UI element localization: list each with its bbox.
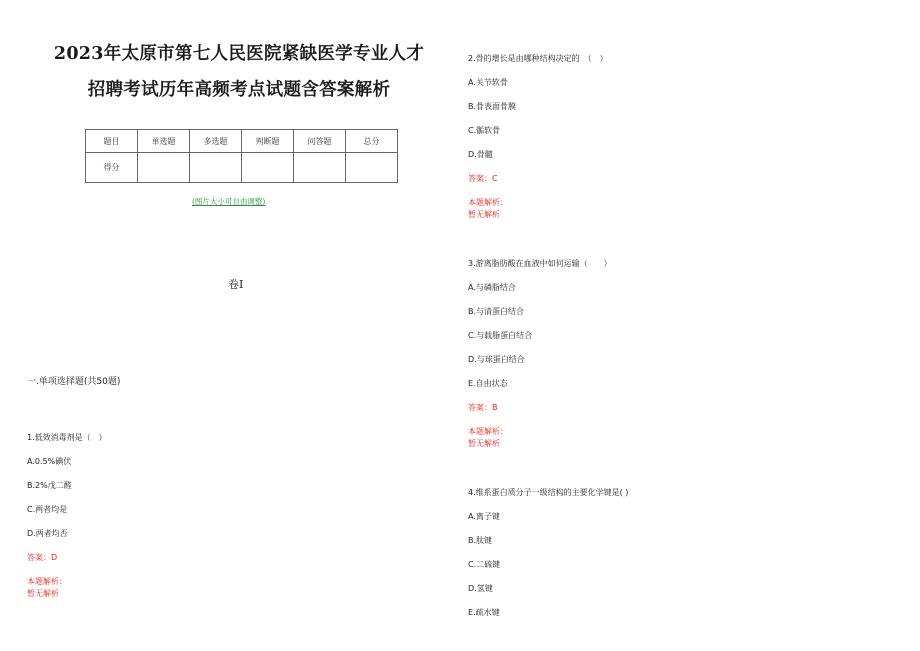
option: D.两者均否 bbox=[27, 529, 68, 538]
section-title: 一.单项选择题(共50题) bbox=[27, 377, 121, 387]
header-cell: 总分 bbox=[346, 130, 398, 153]
option: C.骺软骨 bbox=[468, 126, 501, 135]
volume-label: 卷Ⅰ bbox=[228, 278, 244, 291]
score-table bbox=[85, 129, 398, 183]
analysis-text: 暂无解析 bbox=[468, 439, 500, 448]
analysis-label: 本题解析： bbox=[468, 198, 508, 207]
analysis-text: 暂无解析 bbox=[27, 589, 59, 598]
score-cell[interactable] bbox=[294, 153, 346, 183]
question-stem: 4.维系蛋白质分子一级结构的主要化学键是( ) bbox=[468, 488, 629, 497]
option: A.与磷脂结合 bbox=[468, 283, 516, 292]
option: B.与清蛋白结合 bbox=[468, 307, 525, 316]
document-title bbox=[20, 36, 458, 108]
header-cell: 判断题 bbox=[242, 130, 294, 153]
right-column bbox=[468, 0, 920, 651]
answer: 答案：C bbox=[468, 174, 498, 183]
option: C.两者均是 bbox=[27, 505, 68, 514]
score-table-header-row bbox=[86, 130, 398, 153]
score-cell[interactable] bbox=[138, 153, 190, 183]
score-cell[interactable] bbox=[190, 153, 242, 183]
question-stem: 1.低效消毒剂是（ ） bbox=[27, 433, 107, 442]
option: D.骨髓 bbox=[468, 150, 493, 159]
row-label-cell: 得分 bbox=[86, 153, 138, 183]
header-cell: 问答题 bbox=[294, 130, 346, 153]
option: C.与载脂蛋白结合 bbox=[468, 331, 533, 340]
analysis-label: 本题解析： bbox=[468, 427, 508, 436]
score-cell[interactable] bbox=[242, 153, 294, 183]
option: D.氢键 bbox=[468, 584, 493, 593]
score-cell[interactable] bbox=[346, 153, 398, 183]
option: E.自由状态 bbox=[468, 379, 508, 388]
image-size-note: (图片大小可自由调整) bbox=[192, 197, 266, 206]
option: B.肽键 bbox=[468, 536, 493, 545]
analysis-text: 暂无解析 bbox=[468, 210, 500, 219]
header-cell: 多选题 bbox=[190, 130, 242, 153]
analysis-label: 本题解析： bbox=[27, 577, 67, 586]
question-stem: 2.骨的增长是由哪种结构决定的 （ ） bbox=[468, 54, 608, 63]
option: C.二硫键 bbox=[468, 560, 501, 569]
header-cell: 题目 bbox=[86, 130, 138, 153]
answer: 答案：D bbox=[27, 553, 58, 562]
answer: 答案：B bbox=[468, 403, 498, 412]
header-cell: 单选题 bbox=[138, 130, 190, 153]
option: B.骨表面骨膜 bbox=[468, 102, 517, 111]
option: E.疏水键 bbox=[468, 608, 500, 617]
option: A.关节软骨 bbox=[468, 78, 508, 87]
option: D.与球蛋白结合 bbox=[468, 355, 525, 364]
option: A.离子键 bbox=[468, 512, 500, 521]
score-table-score-row bbox=[86, 153, 398, 183]
question-stem: 3.游离脂肪酸在血液中如何运输（ ） bbox=[468, 259, 612, 268]
title-line-2: 招聘考试历年高频考点试题含答案解析 bbox=[87, 80, 391, 100]
option: A.0.5%碘伏 bbox=[27, 457, 72, 466]
title-line-1: 2023年太原市第七人民医院紧缺医学专业人才 bbox=[53, 44, 425, 64]
option: B.2%戊二醛 bbox=[27, 481, 72, 490]
